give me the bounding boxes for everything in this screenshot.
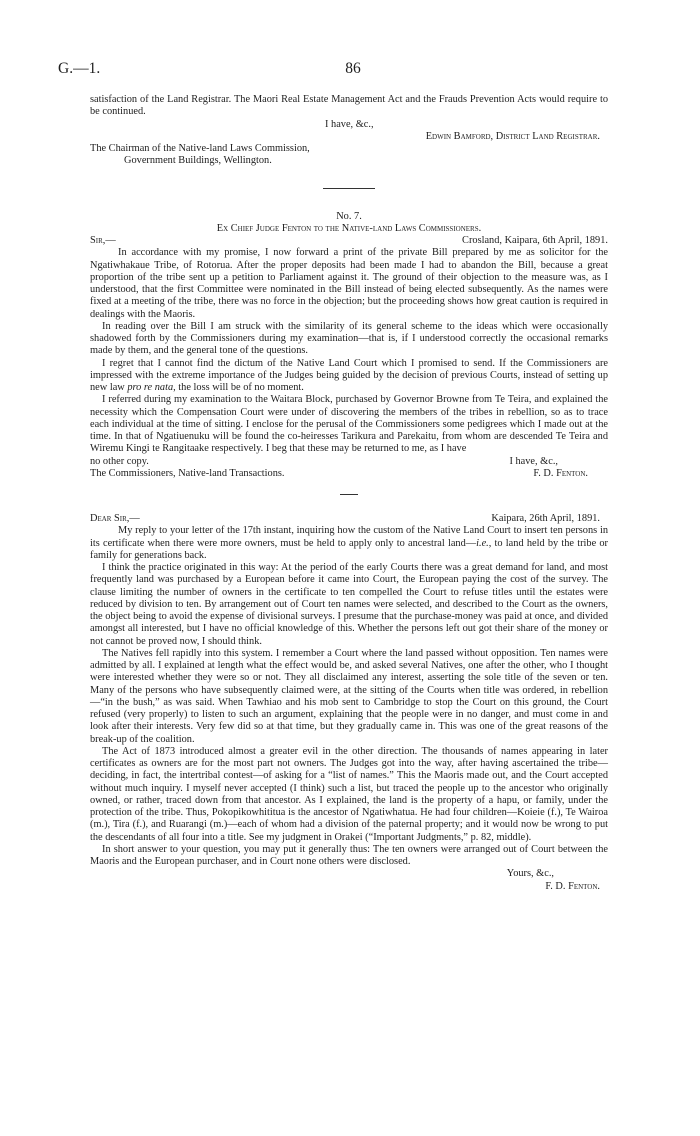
letter7-signature: F. D. Fenton. bbox=[533, 467, 588, 479]
letter6-addressee-line1: The Chairman of the Native-land Laws Commission, bbox=[90, 143, 310, 154]
page-body bbox=[90, 94, 608, 893]
letter7-sign-off: I have, &c., bbox=[509, 455, 558, 467]
page-number: 86 bbox=[345, 60, 361, 77]
letter7-addressee: The Commissioners, Native-land Transactions. bbox=[90, 467, 285, 479]
letter8-sign-off: Yours, &c., bbox=[506, 868, 554, 880]
page-header bbox=[58, 60, 648, 80]
letter7-salutation-row bbox=[90, 235, 608, 247]
letter8-salutation: Dear Sir,— bbox=[90, 513, 140, 524]
letter7-paragraph-4-end: no other copy. bbox=[90, 455, 149, 467]
latin-abbreviation: i.e. bbox=[476, 537, 489, 549]
letter7-place-date: Crosland, Kaipara, 6th April, 1891. bbox=[462, 235, 608, 246]
letter8-paragraph-1 bbox=[90, 525, 608, 562]
letter8-paragraph-1-text-b: , to land held by the tribe or family for generations back. bbox=[90, 537, 608, 561]
letter6-signature: Edwin Bamford, District Land Registrar. bbox=[425, 130, 600, 142]
letter8-salutation-row bbox=[90, 513, 608, 525]
document-reference: G.—1. bbox=[58, 60, 101, 77]
letter7-paragraph-3-text-b: , the loss will be of no moment. bbox=[173, 382, 304, 393]
letter8-place-date: Kaipara, 26th April, 1891. bbox=[491, 513, 600, 524]
letter6-sign-off: I have, &c., bbox=[325, 118, 374, 130]
letter8-paragraph-3: The Natives fell rapidly into this system. I remember a Court where the land passed without opposition. Ten names were admitted by all. I explained at length what the effect would be, and asked several Natives, one after the other, who I thought were interested whether they were so or not. They all disclaimed any interest, asserting the sole title of the seven or ten. Many of the persons who have subsequently claimed were, at the sitting of the Courts when title was ordered, in rebellion—“in the bush,” as was said. When Tawhiao and his mob sent to Cambridge to stop the Court on this ground, the Court refused (very properly) to listen to such an argument, explaining that the people were in no danger, and must come in and look after their interests. Very few did so at that time, but they gradually came in. This was one of the great reasons of the break-up of the coalition. bbox=[90, 647, 608, 745]
letter7-signature-row bbox=[90, 468, 608, 480]
letter7-number: No. 7. bbox=[336, 210, 362, 222]
letter7-paragraph-1: In accordance with my promise, I now forward a print of the private Bill prepared by me as solicitor for the Ngatiwhakaue Tribe, of Rotorua. After the proper deposits had been made I had to abandon the Bill, because a great proportion of the tribe sent up a petition to Parliament against it. The ground of their objection to the measure was, as I understood, that the first Committee were nominated in the Bill instead of being elected subsequently. As the names were fixed at a meeting of the tribe, there was no force in the objection; but the proceeding shows how great caution is required in dealings with the Maoris. bbox=[90, 247, 608, 320]
letter7-paragraph-4: I referred during my examination to the Waitara Block, purchased by Governor Browne from Te Teira, and explained the necessity which the Compensation Court were under of discovering the members of the tribes in rebellion, so as to trace each individual at the time of sitting. I enclose for the perusal of the Commissioners some pedigrees which I made out at the time. In that of Ngatiuenuku will be found the co-heiresses Tarikura and Parekaitu, from whom are descended Te Teira and Wiremu Kingi te Rangitaake respectively. I beg that these may be returned to me, as I have bbox=[90, 394, 608, 455]
letter8-paragraph-1-text-a: My reply to your letter of the 17th instant, inquiring how the custom of the Native Land Court to insert ten persons in its certificate when there were more owners, must be held to apply only to ancestral land— bbox=[90, 525, 608, 549]
letter8-paragraph-5: In short answer to your question, you may put it generally thus: The ten owners were arranged out of Court between the Maoris and the European purchaser, and in Court none others were disclosed. bbox=[90, 843, 608, 867]
letter7-closing-row bbox=[90, 456, 608, 468]
letter7-paragraph-2: In reading over the Bill I am struck with the similarity of its general scheme to the ideas which were occasionally shadowed forth by the Commissioners during my examination—that is, if I understood correctly the occasional remarks made by them, and the general tone of the questions. bbox=[90, 320, 608, 357]
latin-phrase: pro re nata bbox=[127, 382, 174, 393]
letter7-salutation: Sir,— bbox=[90, 235, 116, 246]
letter7-heading: Ex Chief Judge Fenton to the Native-land Laws Commissioners. bbox=[216, 222, 482, 234]
letter8-paragraph-4: The Act of 1873 introduced almost a greater evil in the other direction. The thousands of names appearing in later certificates as owners are for the most part not owners. The Judges got into the way, after having ascertained the tribe—deciding, in fact, the intertribal contest—of asking for a “list of names.” This the Maoris made out, and the Court accepted without much inquiry. I myself never accepted (I think) such a list, but traced the people up to the ancestor who originally owned, or rather, traced down from that ancestor. As I explained, the land is the property of a hapu, or family, under the protection of the tribe. Thus, Pokopikowhititua is the ancestor of Ngatiwhatua. He had four children—Koieie (f.), Te Wairoa (m.), Tira (f.), and Ruarangi (m.)—each of whom had a division of the paternal property; and it would now be wrong to put the descendants of all four into a title. See my judgment in Orakei (“Important Judgments,” p. 82, middle). bbox=[90, 745, 608, 843]
letter8-signature: F. D. Fenton. bbox=[545, 880, 600, 892]
letter8-paragraph-2: I think the practice originated in this way: At the period of the early Courts there was a great demand for land, and most frequently land was purchased by a European before it came into Court, the European paying the cost of the survey. The clause limiting the number of owners in the certificate to ten compelled the Court to refuse titles until the estates were reduced by division to ten. By arrangement out of Court ten names were selected, and described to the Court as the owners, the object being to avoid the expense of divisional surveys. I presume that the purchase-money was paid at once, and divided amongst all interested, but I have no official knowledge of this. Whether the persons left out got their share of the money or not cannot be proved now, I should think. bbox=[90, 562, 608, 647]
letter6-addressee-line2: Government Buildings, Wellington. bbox=[124, 155, 272, 167]
letter7-paragraph-3 bbox=[90, 358, 608, 395]
letter6-closing-text: satisfaction of the Land Registrar. The Maori Real Estate Management Act and the Frauds Prevention Acts would require to be continued. bbox=[90, 94, 608, 118]
letter7-paragraph-3-text-a: I regret that I cannot find the dictum of the Native Land Court which I promised to send. If the Commissioners are impressed with the extreme importance of the Judges being guided by the decision of previous Courts, instead of setting up new law bbox=[90, 357, 608, 393]
